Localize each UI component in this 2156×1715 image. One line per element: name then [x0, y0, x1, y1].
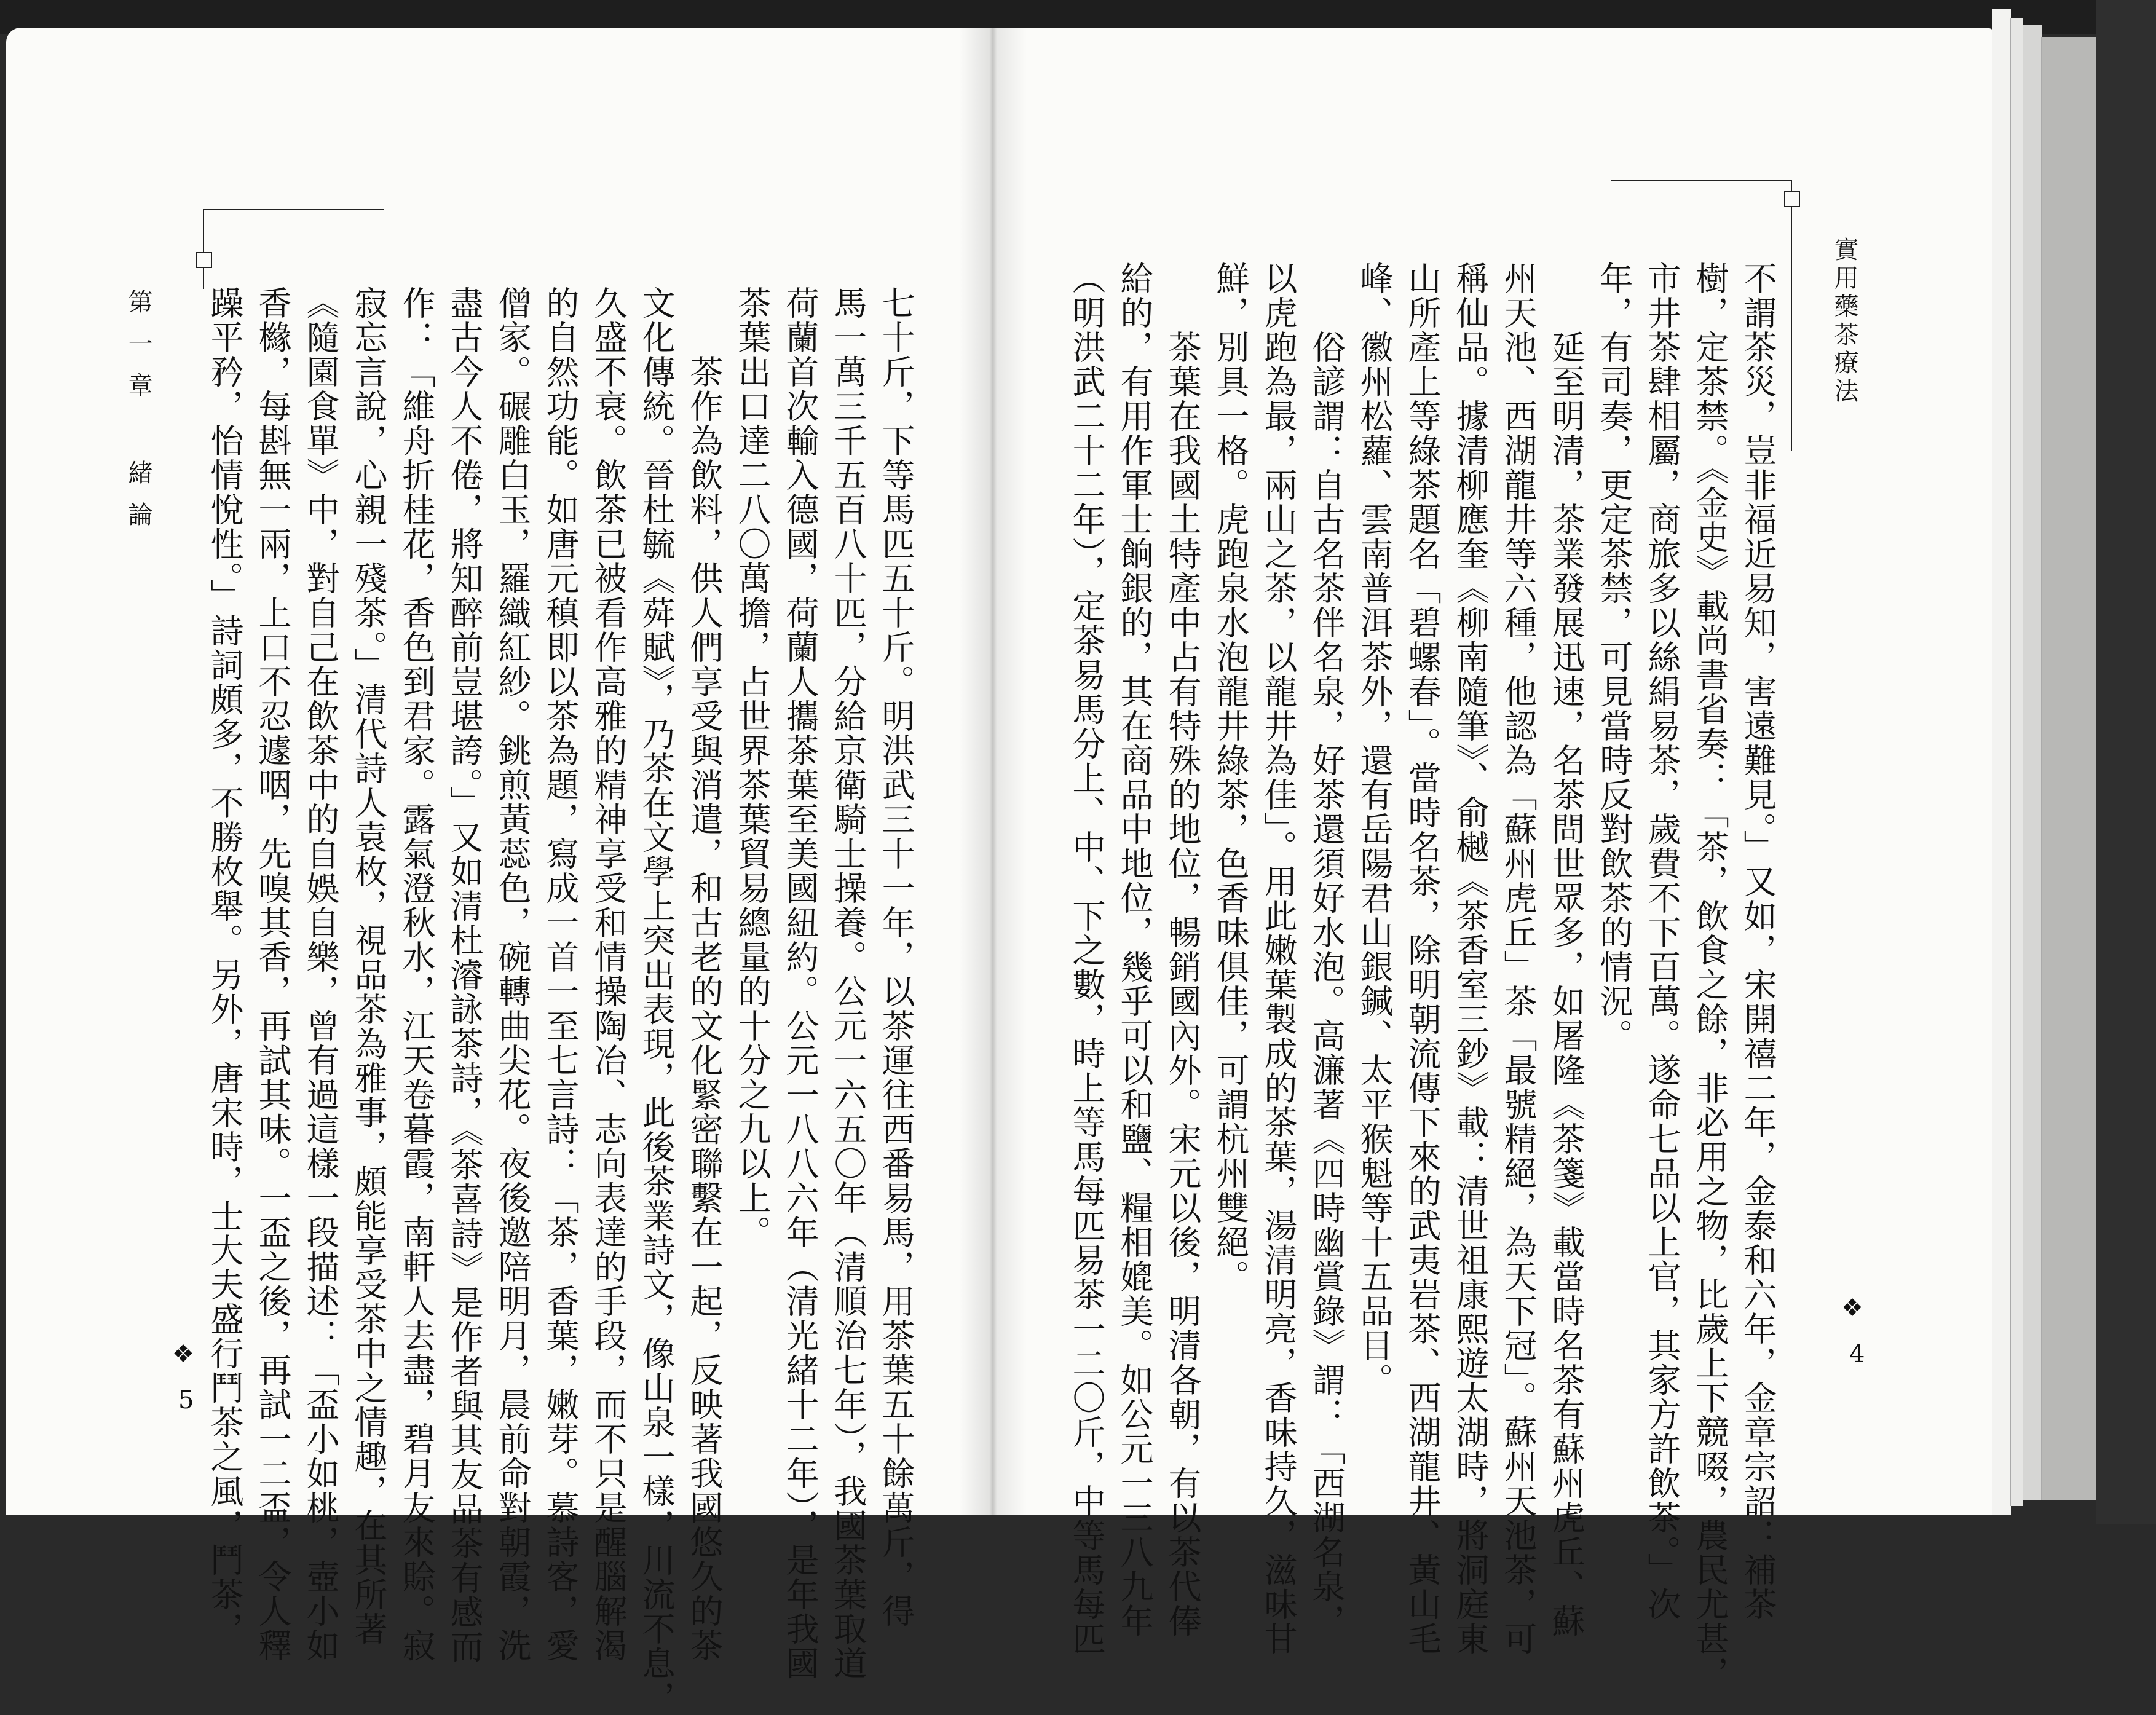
text-column: 延至明清，茶業發展迅速，名茶問世眾多，如屠隆《茶箋》載當時名茶有蘇州虎丘、蘇	[1547, 261, 1585, 1638]
text-column: 不謂茶災，豈非福近易知，害遠難見。」又如，宋開禧二年，金泰和六年，金章宗詔：補茶	[1739, 261, 1777, 1622]
text-column: 市井茶肆相屬，商旅多以絲絹易茶，歲費不下百萬。遂命七品以上官，其家方許飲茶。」次	[1643, 261, 1681, 1622]
text-column: 文化傳統。晉杜毓《荈賦》，乃茶在文學上突出表現，此後茶業詩文，像山泉一樣，川流不息，	[637, 286, 676, 1715]
text-column: 給的，有用作軍士餉銀的，其在商品中地位，幾乎可以和鹽、糧相媲美。如公元一三八九年	[1115, 261, 1154, 1638]
text-column: 茶作為飲料，供人們享受與消遣，和古老的文化緊密聯繫在一起，反映著我國悠久的茶	[685, 286, 724, 1663]
text-column: 久盛不衰。飲茶已被看作高雅的精神享受和情操陶冶、志向表達的手段，而不只是醒腦解渴	[589, 286, 628, 1663]
text-column: 峰、徽州松蘿、雲南普洱茶外，還有岳陽君山銀鍼、太平猴魁等十五品目。	[1355, 261, 1394, 1397]
left-folio: 5	[178, 1386, 194, 1414]
text-column: 荷蘭首次輸入德國，荷蘭人攜茶葉至美國紐約。公元一八八六年（清光緒十二年），是年我國	[781, 286, 819, 1681]
text-column: 茶葉在我國土特產中占有特殊的地位，暢銷國內外。宋元以後，明清各朝，有以茶代俸	[1163, 261, 1202, 1638]
right-folio: 4	[1849, 1340, 1865, 1368]
right-page	[990, 28, 1998, 1690]
page-edge	[1992, 9, 2011, 1515]
text-column: 稱仙品。據清柳應奎《柳南隨筆》、俞樾《茶香室三鈔》載：清世祖康熙遊太湖時，將洞庭東	[1451, 261, 1490, 1656]
running-title: 實用藥茶療法	[1830, 237, 1858, 406]
page-edge	[2023, 25, 2042, 1500]
text-column: 寂忘言說，心親一殘茶。」清代詩人袁枚，視品茶為雅事，頗能享受茶中之情趣，在其所著	[349, 286, 388, 1646]
text-column: 七十斤，下等馬匹五十斤。明洪武三十一年，以茶運往西番易馬，用茶葉五十餘萬斤，得	[877, 286, 915, 1628]
right-header-rule	[1611, 180, 1792, 181]
text-column: 僧家。碾雕白玉，羅織紅紗。銚煎黃蕊色，碗轉曲尖花。夜後邀陪明月，晨前命對朝霞，洗	[493, 286, 532, 1663]
text-column: 茶葉出口達二八〇萬擔，占世界茶葉貿易總量的十分之九以上。	[733, 286, 772, 1250]
left-header-corner-box	[196, 252, 212, 268]
text-column: 樹，定茶禁。《金史》載尚書省奏：「茶，飲食之餘，非必用之物，比歲上下競啜，農民尤甚，	[1691, 261, 1729, 1690]
text-column: 香櫞，每斟無一兩，上口不忍遽咽，先嗅其香，再試其味。一盃之後，再試一二盃，令人釋	[253, 286, 292, 1663]
right-header-corner-box	[1784, 191, 1800, 207]
text-column: 躁平矜，怡情悅性。」詩詞頗多，不勝枚舉。另外，唐宋時，士大夫盛行鬥茶之風，鬥茶，	[205, 286, 244, 1646]
text-column: 俗諺謂：自古名茶伴名泉，好茶還須好水泡。高濂著《四時幽賞錄》謂：「西湖名泉，	[1307, 261, 1346, 1638]
text-column: 山所產上等綠茶題名「碧螺春」。當時名茶，除明朝流傳下來的武夷岩茶、西湖龍井、黃山毛	[1403, 261, 1442, 1656]
text-column: 年，有司奏，更定茶禁，可見當時反對飲茶的情況。	[1595, 261, 1633, 1053]
page-edge	[2010, 18, 2023, 1506]
text-column: 《隨園食單》中，對自己在飲茶中的自娛自樂，曾有過這樣一段描述：「盃小如桃，壺小如	[301, 286, 340, 1663]
right-ornament-icon: ❖	[1841, 1294, 1863, 1322]
left-header-rule	[203, 209, 384, 210]
text-column: （明洪武二十二年），定茶易馬分上、中、下之數，時上等馬每匹易茶一二〇斤，中等馬每匹	[1067, 261, 1106, 1656]
left-ornament-icon: ❖	[172, 1340, 194, 1368]
book-cover-edge	[2041, 37, 2097, 1500]
text-column: 作：「維舟折桂花，香色到君家。露氣澄秋水，江天卷暮霞，南軒人去盡，碧月友來賒。寂	[397, 286, 436, 1663]
text-column: 以虎跑為最，兩山之茶，以龍井為佳」。用此嫩葉製成的茶葉，湯清明亮，香味持久，滋味甘	[1259, 261, 1298, 1656]
left-page	[6, 28, 990, 1715]
scanner-background-right	[2096, 0, 2156, 1524]
chapter-header: 第一章 緒論	[124, 289, 152, 543]
text-column: 馬一萬三千五百八十匹，分給京衛騎士操養。公元一六五〇年（清順治七年），我國茶葉取道	[829, 286, 867, 1681]
text-column: 的自然功能。如唐元稹即以茶為題，寫成一首一至七言詩：「茶，香葉，嫩芽。慕詩客，愛	[541, 286, 580, 1663]
right-header-vertical-rule	[1791, 180, 1792, 451]
left-header-vertical-rule	[203, 209, 204, 289]
text-column: 州天池、西湖龍井等六種，他認為「蘇州虎丘」茶「最號精絕，為天下冠」。蘇州天池茶，可	[1499, 261, 1538, 1656]
text-column: 盡古今人不倦，將知醉前豈堪誇。」又如清杜濬詠茶詩，《茶喜詩》是作者與其友品茶有感而	[445, 286, 484, 1664]
text-column: 鮮，別具一格。虎跑泉水泡龍井綠茶，色香味俱佳，可謂杭州雙絕。	[1211, 261, 1250, 1294]
